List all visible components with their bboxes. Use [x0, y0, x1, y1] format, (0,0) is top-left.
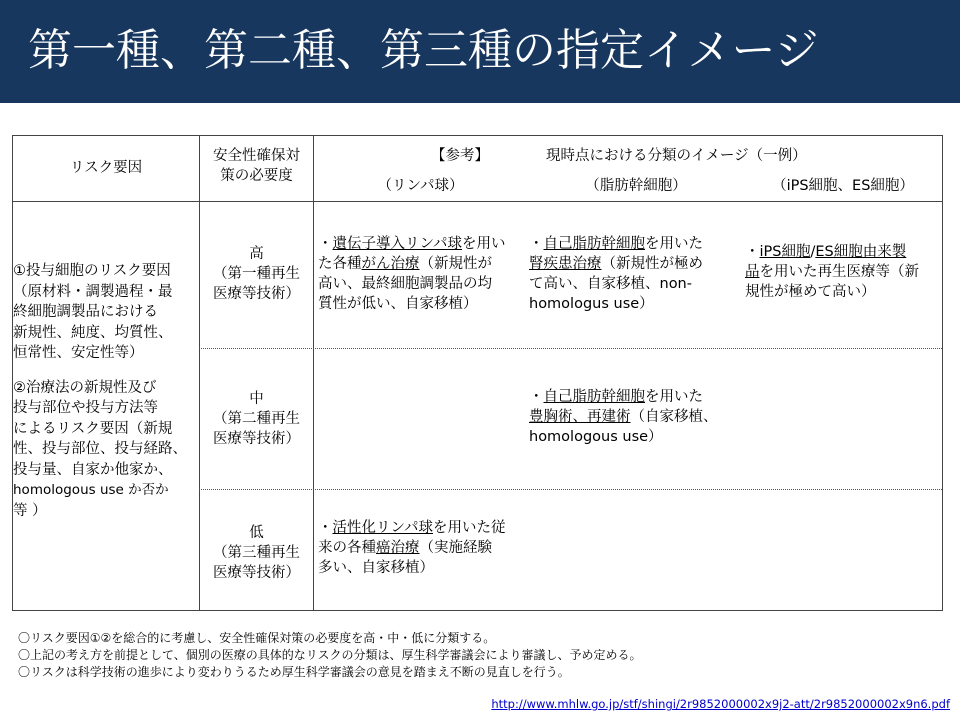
page-title: 第一種、第二種、第三種の指定イメージ — [28, 25, 819, 76]
cell-mid-adipose: ・自己脂肪幹細胞を用いた 豊胸術、再建術（自家移植、 homologous use） — [529, 389, 718, 445]
header-col-adipose: （脂肪幹細胞） — [585, 178, 687, 194]
footnotes — [18, 630, 642, 681]
risk-factor-text: ①投与細胞のリスク要因 （原材料・調製過程・最 終細胞調製品における 新規性、純度、均質性、 恒常性、安定性等） ②治療法の新規性及び 投与部位や投与方法等 によるリスク要因（新規 性、投与部位、投与経路、 投与量、自家か他家か、 homologous use か否か 等 ） — [13, 263, 187, 519]
header-current-image: 現時点における分類のイメージ（一例） — [546, 148, 807, 164]
level-high: 高 （第一種再生 医療等技術） — [213, 246, 300, 302]
cell-high-lymph: ・遺伝子導入リンパ球を用い た各種がん治療（新規性が 高い、最終細胞調製品の均 質性が低い、自家移植） — [318, 236, 506, 312]
footnote-2: 〇上記の考え方を前提として、個別の医療の具体的なリスクの分類は、厚生科学審議会により審議し、予め定める。 — [18, 648, 642, 662]
cell-high-ips: ・iPS細胞/ES細胞由来製 品を用いた再生医療等（新 規性が極めて高い） — [745, 244, 919, 300]
cell-high-adipose: ・自己脂肪幹細胞を用いた 腎疾患治療（新規性が極め て高い、自家移植、non- homologus use） — [529, 236, 703, 312]
header-col-ips: （iPS細胞、ES細胞） — [772, 178, 914, 194]
level-low: 低 （第三種再生 医療等技術） — [213, 525, 300, 581]
classification-table — [12, 135, 943, 611]
source-link[interactable]: http://www.mhlw.go.jp/stf/shingi/2r9852000002x9j2-att/2r9852000002x9n6.pdf — [491, 697, 950, 711]
header-reference: 【参考】 — [431, 148, 489, 164]
cell-low-lymph: ・活性化リンパ球を用いた従 来の各種癌治療（実施経験 多い、自家移植） — [318, 520, 506, 576]
title-bar — [0, 0, 960, 103]
header-divider — [13, 201, 942, 202]
header-col-lymph: （リンパ球） — [377, 178, 464, 194]
col-divider-2 — [313, 136, 314, 611]
row-divider-1 — [199, 348, 942, 349]
level-mid: 中 （第二種再生 医療等技術） — [213, 391, 300, 447]
header-risk-factor: リスク要因 — [69, 160, 143, 176]
footnote-1: 〇リスク要因①②を総合的に考慮し、安全性確保対策の必要度を高・中・低に分類する。 — [18, 631, 496, 645]
footnote-3: 〇リスクは科学技術の進歩により変わりうるため厚生科学審議会の意見を踏まえ不断の見直しを行う。 — [18, 665, 570, 679]
header-safety-need: 安全性確保対 策の必要度 — [213, 148, 300, 184]
row-divider-2 — [199, 489, 942, 490]
